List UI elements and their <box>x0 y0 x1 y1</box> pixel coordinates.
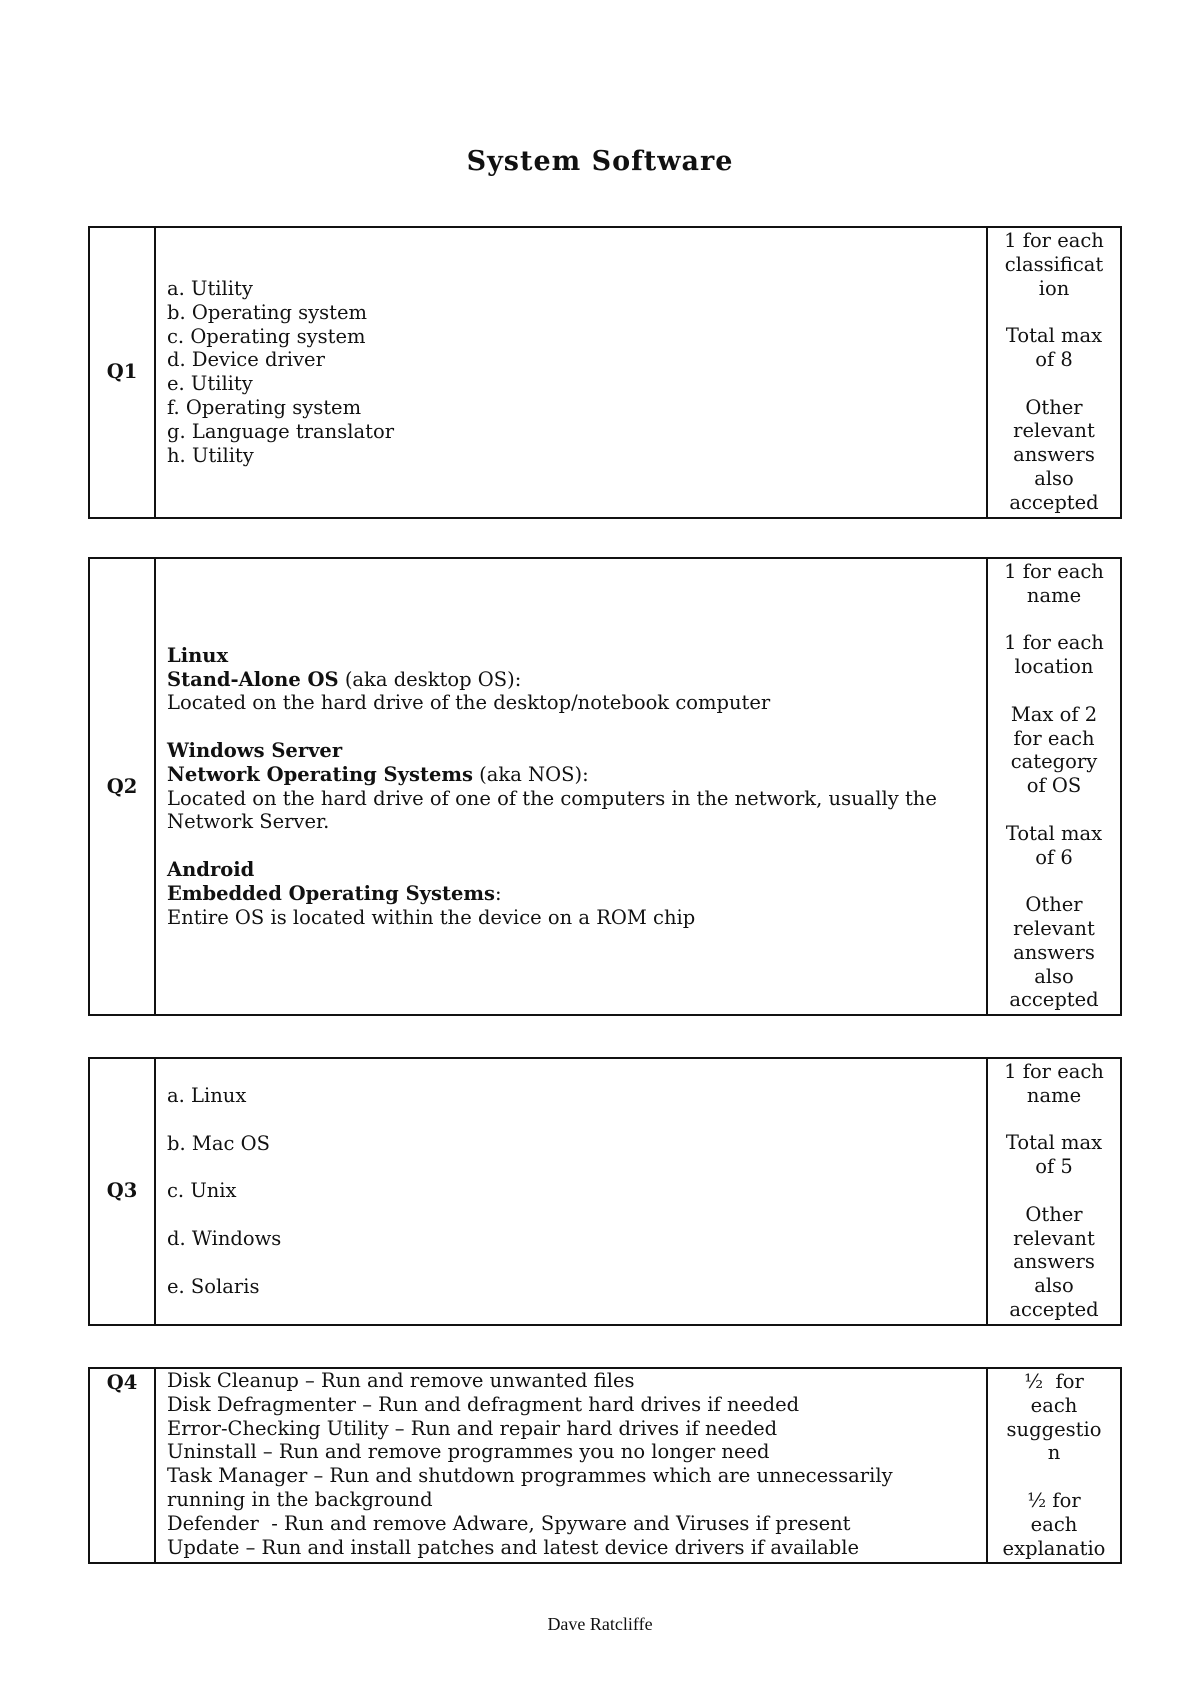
mark-line: of 5 <box>1035 1155 1073 1179</box>
mark-line: explanatio <box>1002 1536 1106 1560</box>
q3-table <box>88 1057 1122 1326</box>
q1-marks <box>987 227 1121 518</box>
q1-table <box>88 226 1122 519</box>
mark-line: also <box>1034 964 1074 988</box>
mark-line: each <box>1030 1512 1078 1536</box>
mark-line: Total max <box>1005 324 1103 348</box>
question-number: Q4 <box>89 1368 155 1563</box>
mark-line: relevant <box>1013 916 1095 940</box>
os-category: Network Operating Systems (aka NOS): <box>167 762 589 786</box>
mark-line: name <box>1026 583 1082 607</box>
answer-line: e. Solaris <box>167 1274 260 1298</box>
q2-marks <box>987 558 1121 1015</box>
mark-line: for each <box>1013 726 1095 750</box>
mark-line: relevant <box>1013 1226 1095 1250</box>
answer-line: a. Utility <box>167 277 253 301</box>
q4-table <box>88 1367 1122 1564</box>
mark-line: location <box>1014 655 1094 679</box>
mark-line: 1 for each <box>1004 1060 1104 1083</box>
os-location: Entire OS is located within the device on a ROM chip <box>167 905 696 929</box>
mark-line: of 8 <box>1035 347 1073 371</box>
answer-line: Task Manager – Run and shutdown programmes which are unnecessarily running in the background <box>167 1464 899 1511</box>
answer-line: Disk Defragmenter – Run and defragment hard drives if needed <box>167 1392 800 1416</box>
mark-line: Other <box>1025 395 1083 419</box>
mark-line: answers <box>1013 940 1095 964</box>
os-name: Windows Server <box>167 738 343 762</box>
mark-line: also <box>1034 1274 1074 1298</box>
question-number: Q2 <box>89 558 155 1015</box>
answer-line: c. Unix <box>167 1179 237 1203</box>
answer-line: Disk Cleanup – Run and remove unwanted files <box>167 1369 635 1392</box>
answer-line: f. Operating system <box>167 396 362 420</box>
q2-answers <box>155 558 987 1015</box>
mark-line: of OS <box>1026 774 1082 798</box>
mark-line: 1 for each <box>1004 631 1104 655</box>
mark-line: Total max <box>1005 1131 1103 1155</box>
answer-line: g. Language translator <box>167 419 395 443</box>
mark-line: answers <box>1013 1250 1095 1274</box>
mark-line: answers <box>1013 443 1095 467</box>
mark-line: 1 for each <box>1004 229 1104 252</box>
answer-line: d. Windows <box>167 1227 282 1251</box>
os-name: Android <box>167 857 255 881</box>
mark-line: relevant <box>1013 419 1095 443</box>
os-location: Located on the hard drive of one of the computers in the network, usually the Network Server. <box>167 786 944 834</box>
answer-line: d. Device driver <box>167 348 325 372</box>
mark-line: classificat <box>1004 252 1104 276</box>
q3-marks <box>987 1058 1121 1325</box>
os-category: Stand-Alone OS (aka desktop OS): <box>167 667 522 691</box>
answer-line: a. Linux <box>167 1084 247 1108</box>
q3-answers <box>155 1058 987 1325</box>
answer-line: Error-Checking Utility – Run and repair hard drives if needed <box>167 1416 778 1440</box>
mark-line: accepted <box>1009 1297 1099 1321</box>
mark-line: 1 for each <box>1004 560 1104 583</box>
mark-line: category <box>1010 750 1098 774</box>
page-title: System Software <box>466 146 734 177</box>
answer-line: c. Operating system <box>167 324 366 348</box>
answer-line: Uninstall – Run and remove programmes you no longer need <box>167 1440 770 1464</box>
mark-line: Other <box>1025 1202 1083 1226</box>
mark-line: accepted <box>1009 490 1099 514</box>
mark-line: accepted <box>1009 988 1099 1012</box>
mark-line: ½ for <box>1024 1370 1084 1393</box>
mark-line: suggestio <box>1006 1417 1102 1441</box>
mark-line: Total max <box>1005 821 1103 845</box>
os-name: Linux <box>167 643 229 667</box>
page-footer: Dave Ratcliffe <box>547 1614 653 1634</box>
q4-answers <box>155 1368 987 1563</box>
answer-line: h. Utility <box>167 443 254 467</box>
mark-line: n <box>1047 1441 1061 1465</box>
mark-line: of 6 <box>1035 845 1073 869</box>
mark-line: each <box>1030 1393 1078 1417</box>
q2-table <box>88 557 1122 1016</box>
q4-marks <box>987 1368 1121 1563</box>
question-number: Q3 <box>89 1058 155 1325</box>
answer-line: Defender - Run and remove Adware, Spyware and Viruses if present <box>167 1511 851 1535</box>
question-number: Q1 <box>89 227 155 518</box>
answer-line: b. Mac OS <box>167 1131 270 1155</box>
q1-answers <box>155 227 987 518</box>
mark-line: ion <box>1038 276 1070 300</box>
os-category: Embedded Operating Systems: <box>167 881 502 905</box>
mark-line: name <box>1026 1083 1082 1107</box>
mark-line: Other <box>1025 893 1083 917</box>
mark-line: also <box>1034 466 1074 490</box>
answer-line: Update – Run and install patches and latest device drivers if available <box>167 1535 860 1559</box>
mark-line: Max of 2 <box>1010 702 1098 726</box>
os-location: Located on the hard drive of the desktop/notebook computer <box>167 691 771 715</box>
answer-line: e. Utility <box>167 372 253 396</box>
mark-line: ½ for <box>1027 1488 1081 1512</box>
answer-line: b. Operating system <box>167 300 368 324</box>
